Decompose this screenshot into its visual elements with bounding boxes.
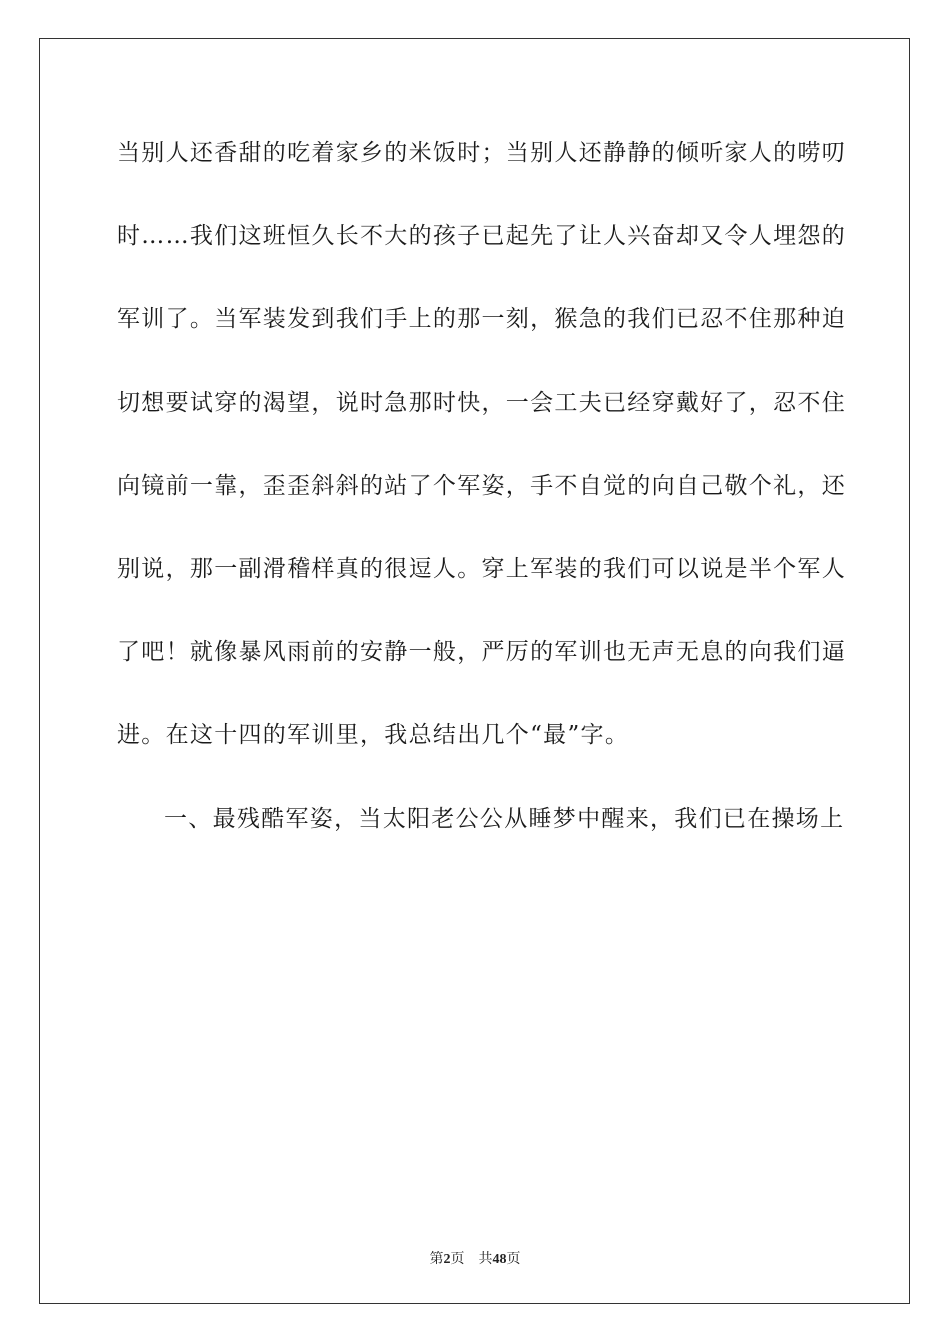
page-number: 2: [443, 1252, 451, 1267]
text-line-9: 一、最残酷军姿，当太阳老公公从睡梦中醒来，我们已在操场上: [164, 805, 845, 832]
text-line-6: 别说，那一副滑稽样真的很逗人。穿上军装的我们可以说是半个军人: [117, 555, 846, 582]
text-line-3: 军训了。当军装发到我们手上的那一刻，猴急的我们已忍不住那种迫: [117, 306, 846, 333]
total-pages: 48: [492, 1252, 507, 1267]
text-line-5: 向镜前一靠，歪歪斜斜的站了个军姿，手不自觉的向自己敬个礼，还: [117, 472, 846, 499]
page-suffix: 页: [450, 1252, 465, 1267]
text-line-1: 当别人还香甜的吃着家乡的米饭时；当别人还静静的倾听家人的唠叨: [117, 140, 846, 166]
total-suffix: 页: [506, 1252, 521, 1267]
total-prefix: 共: [478, 1252, 493, 1267]
page-prefix: 第: [429, 1252, 444, 1267]
text-line-2: 时……我们这班恒久长不大的孩子已起先了让人兴奋却又令人埋怨的: [117, 223, 846, 250]
document-body: [117, 133, 846, 882]
text-line-7: 了吧！就像暴风雨前的安静一般，严厉的军训也无声无息的向我们逼: [117, 639, 846, 666]
text-line-4: 切想要试穿的渴望，说时急那时快，一会工夫已经穿戴好了，忍不住: [117, 389, 846, 416]
page-footer: [0, 1248, 950, 1268]
text-line-8: 进。在这十四的军训里，我总结出几个“最”字。: [117, 722, 630, 749]
